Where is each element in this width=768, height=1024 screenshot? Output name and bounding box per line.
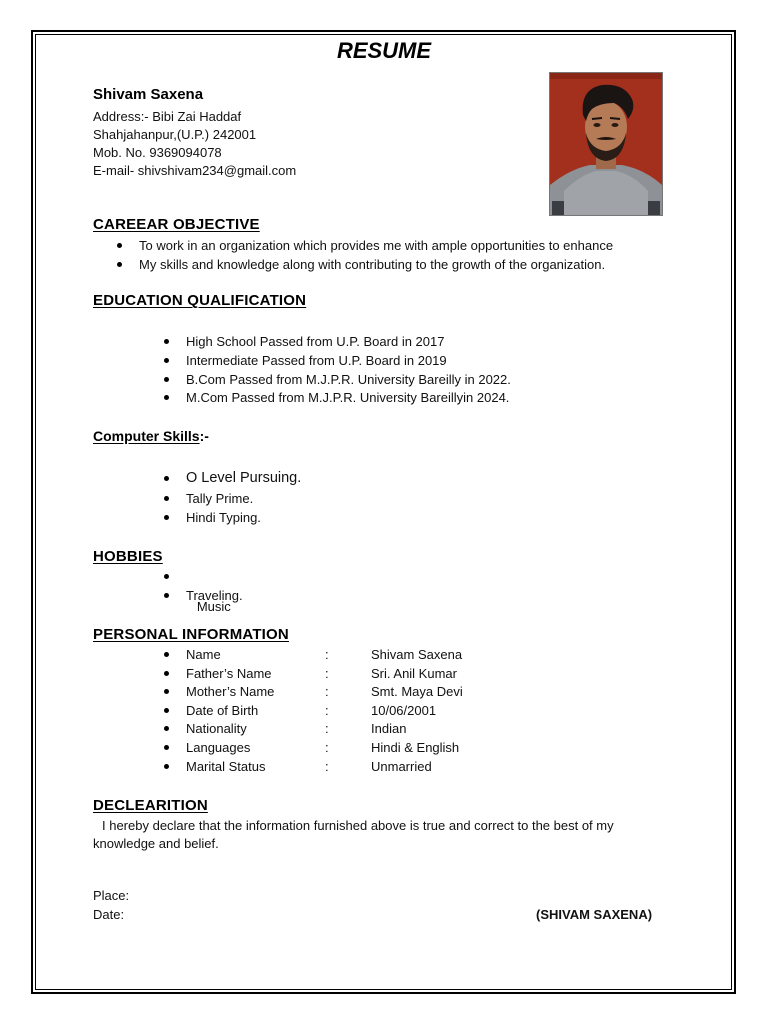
bullet — [164, 652, 169, 657]
list-item: High School Passed from U.P. Board in 2017 — [186, 334, 444, 349]
bullet — [164, 726, 169, 731]
info-label-mother: Mother’s Name — [186, 684, 274, 699]
info-separator: : — [325, 740, 329, 755]
bullet — [164, 395, 169, 400]
list-item: Intermediate Passed from U.P. Board in 2019 — [186, 353, 447, 368]
section-heading-hobbies: HOBBIES — [93, 548, 163, 565]
bullet — [164, 671, 169, 676]
place-label: Place: — [93, 888, 130, 903]
bullet — [164, 377, 169, 382]
list-item: My skills and knowledge along with contributing to the growth of the organization. — [139, 257, 605, 272]
info-value-mother: Smt. Maya Devi — [371, 684, 463, 699]
info-label-dob: Date of Birth — [186, 703, 258, 718]
list-item: O Level Pursuing. — [186, 470, 301, 486]
list-item: M.Com Passed from M.J.P.R. University Bareillyin 2024. — [186, 390, 509, 405]
info-value-dob: 10/06/2001 — [371, 703, 437, 718]
bullet — [164, 574, 169, 579]
info-value-nationality: Indian — [371, 721, 407, 736]
bullet — [164, 708, 169, 713]
info-label-nationality: Nationality — [186, 721, 247, 736]
info-label-languages: Languages — [186, 740, 250, 755]
section-heading-declaration: DECLEARITION — [93, 797, 208, 814]
bullet — [164, 496, 169, 501]
list-item: Tally Prime. — [186, 491, 253, 506]
bullet — [164, 745, 169, 750]
info-separator: : — [325, 759, 329, 774]
list-item: Hindi Typing. — [186, 510, 261, 525]
info-label-father: Father’s Name — [186, 666, 272, 681]
section-heading-computer-skills: Computer Skills:- — [93, 428, 209, 444]
bullet — [164, 358, 169, 363]
declaration-text-line2: knowledge and belief. — [93, 836, 219, 851]
info-value-languages: Hindi & English — [371, 740, 460, 755]
declaration-text-line1: I hereby declare that the information furnished above is true and correct to the best of my — [102, 818, 614, 833]
bullet — [164, 515, 169, 520]
info-value-name: Shivam Saxena — [371, 647, 463, 662]
bullet — [117, 243, 122, 248]
info-separator: : — [325, 666, 329, 681]
section-heading-personal-info: PERSONAL INFORMATION — [93, 626, 289, 643]
signature-name: (SHIVAM SAXENA) — [536, 907, 653, 922]
city-line: Shahjahanpur,(U.P.) 242001 — [93, 127, 257, 142]
mobile-line: Mob. No. 9369094078 — [93, 145, 222, 160]
bullet — [117, 262, 122, 267]
address-line: Address:- Bibi Zai Haddaf — [93, 109, 242, 124]
info-value-marital: Unmarried — [371, 759, 432, 774]
section-heading-education: EDUCATION QUALIFICATION — [93, 292, 307, 309]
info-separator: : — [325, 721, 329, 736]
bullet — [164, 593, 169, 598]
section-heading-objective: CAREEAR OBJECTIVE — [93, 216, 260, 233]
list-item: To work in an organization which provides me with ample opportunities to enhance — [139, 238, 613, 253]
profile-photo — [549, 72, 663, 216]
list-item: B.Com Passed from M.J.P.R. University Bareilly in 2022. — [186, 372, 511, 387]
candidate-name: Shivam Saxena — [93, 86, 204, 103]
bullet — [164, 764, 169, 769]
document-title: RESUME — [336, 38, 432, 63]
email-line: E-mail- shivshivam234@gmail.com — [93, 163, 297, 178]
info-label-name: Name — [186, 647, 221, 662]
date-label: Date: — [93, 907, 125, 922]
bullet — [164, 476, 169, 481]
list-item: Music — [186, 569, 231, 614]
info-separator: : — [325, 703, 329, 718]
info-separator: : — [325, 647, 329, 662]
info-separator: : — [325, 684, 329, 699]
info-value-father: Sri. Anil Kumar — [371, 666, 457, 681]
bullet — [164, 689, 169, 694]
info-label-marital: Marital Status — [186, 759, 265, 774]
bullet — [164, 339, 169, 344]
list-item: Traveling. — [186, 588, 243, 603]
